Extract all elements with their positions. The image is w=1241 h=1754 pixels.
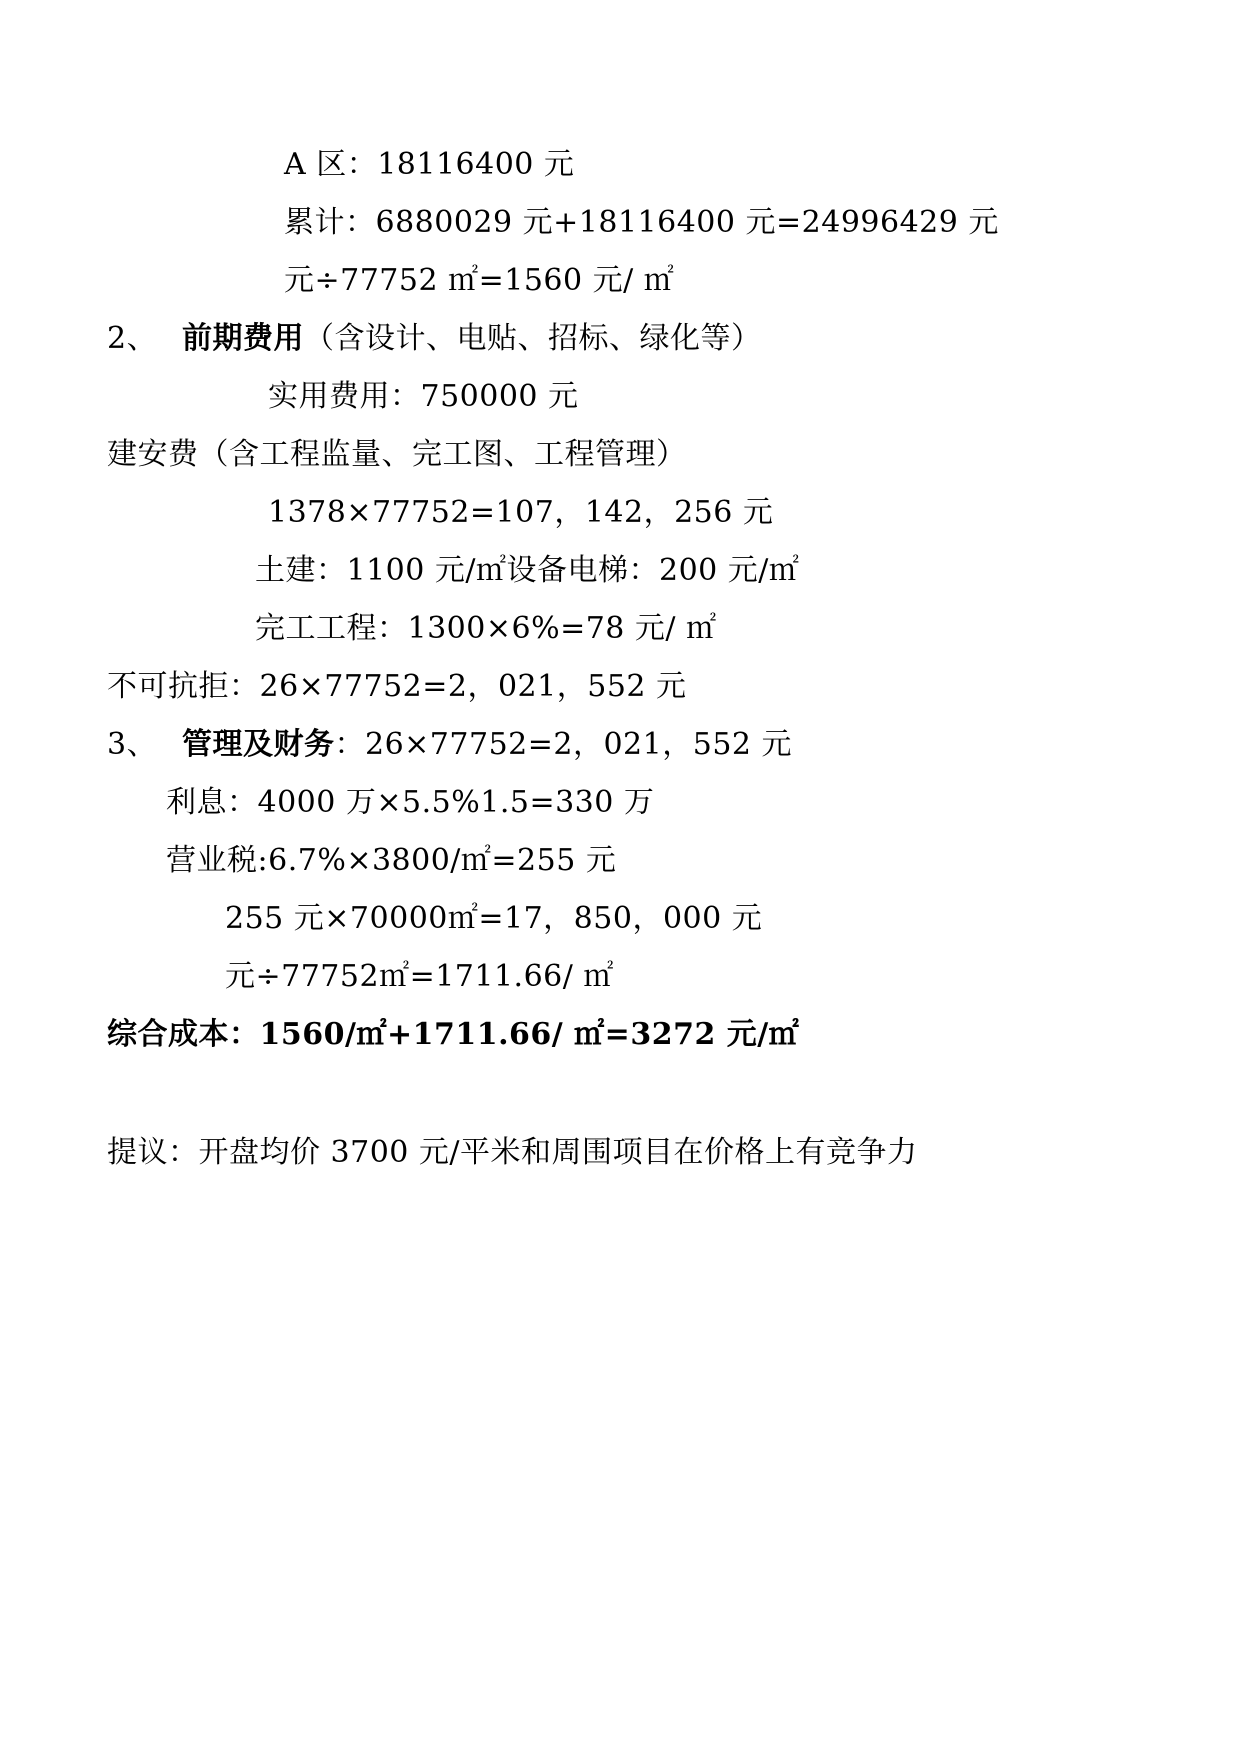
interest-line: 利息：4000 万×5.5%1.5=330 万 [166,785,655,820]
construction-calc-line: 1378×77752=107，142，256 元 [268,495,774,530]
civil-equipment-line: 土建：1100 元/㎡设备电梯：200 元/㎡ [255,553,800,588]
item-3-calc: ：26×77752=2，021，552 元 [334,727,793,762]
proposal-line: 提议：开盘均价 3700 元/平米和周围项目在价格上有竞争力 [107,1135,918,1170]
item-3-title: 管理及财务 [182,727,335,762]
a-zone-line: A 区：18116400 元 [284,147,575,182]
business-tax-line: 营业税:6.7%×3800/㎡=255 元 [166,843,617,878]
item-2-number: 2、 [107,321,158,356]
item-3-heading [107,725,792,765]
item-2-note: （含设计、电贴、招标、绿化等） [304,321,762,356]
actual-cost-line: 实用费用：750000 元 [268,379,579,414]
completion-line: 完工工程：1300×6%=78 元/ ㎡ [255,611,717,646]
per-square-meter-line-1: 元÷77752 ㎡=1560 元/ ㎡ [284,263,675,298]
item-2-heading [107,319,762,359]
force-majeure-line: 不可抗拒：26×77752=2，021，552 元 [107,669,687,704]
total-cost-line: 综合成本：1560/㎡+1711.66/ ㎡=3272 元/㎡ [107,1017,800,1052]
item-2-title: 前期费用 [182,321,304,356]
tax-total-line: 255 元×70000㎡=17，850，000 元 [225,901,763,936]
cumulative-line: 累计：6880029 元+18116400 元=24996429 元 [284,205,999,240]
item-3-number: 3、 [107,727,158,762]
construction-line: 建安费（含工程监量、完工图、工程管理） [107,437,687,472]
per-square-meter-line-2: 元÷77752㎡=1711.66/ ㎡ [225,959,614,994]
